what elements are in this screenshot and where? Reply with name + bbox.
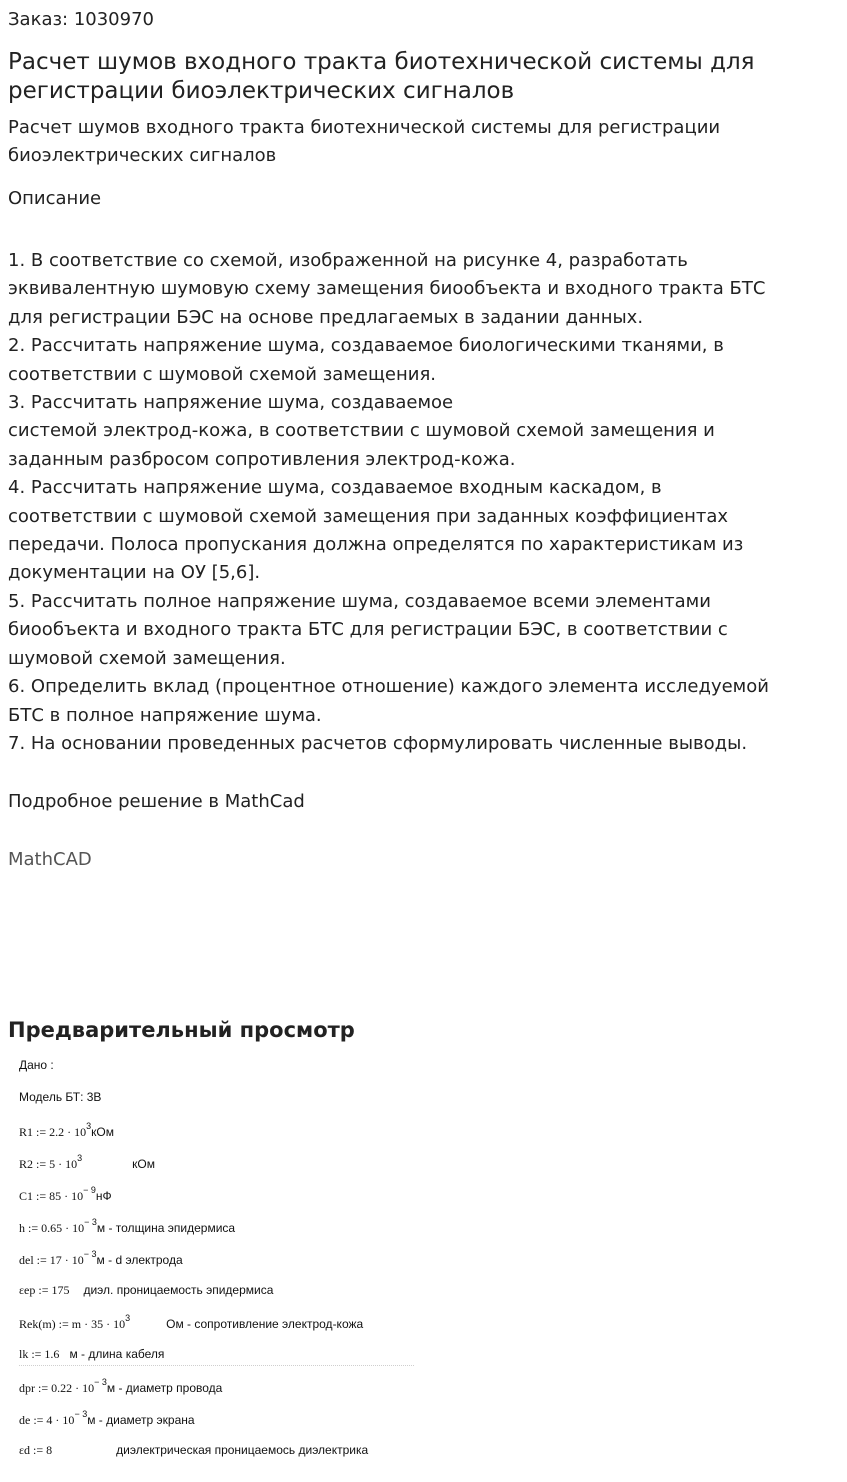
preview-c1 [19, 1187, 112, 1204]
order-number: Заказ: 1030970 [8, 9, 154, 30]
description-line: соответствии с шумовой схемой замещения. [8, 363, 436, 385]
preview-del-expr: del := 17 · 10 [19, 1253, 84, 1267]
preview-c1-unit: нФ [95, 1189, 112, 1203]
preview-eep [19, 1283, 273, 1298]
preview-c1-exp: − 9 [83, 1185, 96, 1195]
description-line: документации на ОУ [5,6]. [8, 562, 261, 584]
description-line: эквивалентную шумовую схему замещения биообъекта и входного тракта БТС [8, 278, 766, 300]
preview-h-unit: м - толщина эпидермиса [96, 1221, 236, 1235]
description-line: соответствии с шумовой схемой замещения при заданных коэффициентах [8, 505, 729, 527]
preview-rek-expr: Rek(m) := m · 35 · 10 [19, 1317, 126, 1331]
mathcad-note: Подробное решение в MathCad [8, 791, 305, 812]
preview-dpr-exp: − 3 [94, 1377, 107, 1387]
description-body [8, 247, 830, 758]
page-title: Расчет шумов входного тракта биотехнической системы для регистрации биоэлектрических сигналов [8, 49, 755, 104]
description-line: БТС в полное напряжение шума. [8, 704, 322, 726]
preview-r1-expr: R1 := 2.2 · 10 [19, 1125, 87, 1139]
preview-ed-unit: диэлектрическая проницаемось диэлектрика [116, 1443, 369, 1457]
description-line: заданным разбросом сопротивления электрод-кожа. [8, 448, 516, 470]
preview-r1-unit: кОм [91, 1125, 114, 1139]
description-line: 7. На основании проведенных расчетов сформулировать численные выводы. [8, 732, 748, 754]
description-line: системой электрод-кожа, в соответствии с шумовой схемой замещения и [8, 420, 715, 442]
preview-r1 [19, 1123, 114, 1140]
preview-h-exp: − 3 [84, 1217, 97, 1227]
preview-rek-unit: Ом - сопротивление электрод-кожа [166, 1317, 364, 1331]
preview-de [19, 1411, 195, 1428]
description-line: 1. В соответствие со схемой, изображенной на рисунке 4, разработать [8, 250, 688, 271]
preview-de-expr: de := 4 · 10 [19, 1413, 75, 1427]
mathcad-link[interactable]: MathCAD [8, 849, 92, 870]
preview-r2 [19, 1155, 155, 1172]
preview-c1-expr: C1 := 85 · 10 [19, 1189, 84, 1203]
preview-de-exp: − 3 [74, 1409, 88, 1419]
preview-h [19, 1219, 235, 1236]
description-line: 6. Определить вклад (процентное отношение) каждого элемента исследуемой [8, 676, 769, 698]
preview-dpr-unit: м - диаметр провода [106, 1381, 223, 1395]
preview-del-exp: − 3 [83, 1249, 97, 1259]
preview-given: Дано : [19, 1058, 54, 1072]
description-heading: Описание [8, 188, 102, 209]
preview-dpr [19, 1379, 222, 1396]
preview-r2-exp: 3 [77, 1153, 83, 1163]
description-line: для регистрации БЭС на основе предлагаемых в задании данных. [8, 306, 644, 328]
preview-image [8, 1050, 428, 1470]
preview-eep-unit: диэл. проницаемость эпидермиса [83, 1283, 274, 1297]
description-line: шумовой схемой замещения. [8, 647, 286, 669]
preview-ed [19, 1443, 368, 1458]
preview-lk-expr: lk := 1.6 [19, 1347, 60, 1361]
preview-del-unit: м - d электрода [96, 1253, 183, 1267]
preview-r2-unit: кОм [132, 1157, 155, 1171]
description-line: 4. Рассчитать напряжение шума, создаваемое входным каскадом, в [8, 477, 662, 499]
preview-lk-unit: м - длина кабеля [69, 1347, 165, 1361]
preview-heading: Предварительный просмотр [8, 1018, 355, 1042]
preview-dpr-expr: dpr := 0.22 · 10 [19, 1381, 95, 1395]
description-line: 2. Рассчитать напряжение шума, создаваемое биологическими тканями, в [8, 335, 724, 357]
preview-rek-exp: 3 [125, 1313, 131, 1323]
preview-separator [19, 1365, 414, 1366]
description-line: 3. Рассчитать напряжение шума, создаваемое [8, 392, 454, 414]
description-line: 5. Рассчитать полное напряжение шума, создаваемое всеми элементами [8, 590, 711, 612]
preview-eep-expr: εep := 175 [19, 1283, 70, 1297]
description-line: биообъекта и входного тракта БТС для регистрации БЭС, в соответствии с [8, 619, 728, 641]
page-subtitle: Расчет шумов входного тракта биотехнической системы для регистрации биоэлектрических сигналов [8, 117, 721, 166]
preview-lk [19, 1347, 164, 1362]
preview-r1-exp: 3 [86, 1121, 92, 1131]
preview-del [19, 1251, 183, 1268]
description-line: передачи. Полоса пропускания должна определятся по характеристикам из [8, 534, 744, 556]
preview-rek [19, 1315, 363, 1332]
preview-de-unit: м - диаметр экрана [87, 1413, 195, 1427]
preview-ed-expr: εd := 8 [19, 1443, 53, 1457]
preview-r2-expr: R2 := 5 · 10 [19, 1157, 78, 1171]
preview-h-expr: h := 0.65 · 10 [19, 1221, 85, 1235]
preview-model: Модель БТ: 3В [19, 1090, 102, 1104]
